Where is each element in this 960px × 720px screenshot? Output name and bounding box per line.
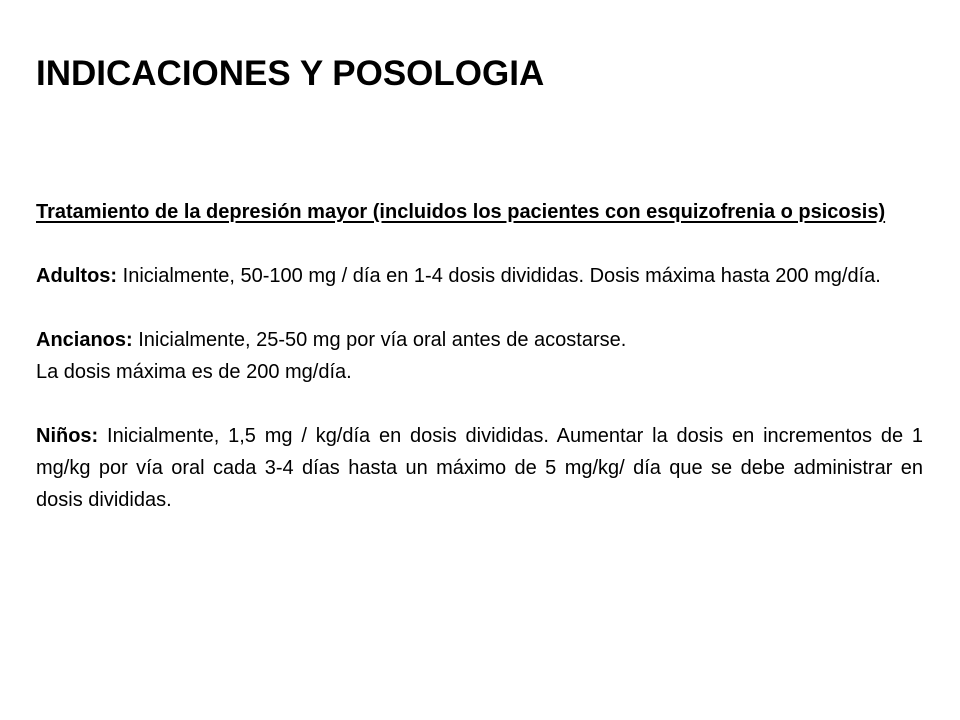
slide-title: INDICACIONES Y POSOLOGIA: [36, 54, 545, 93]
ancianos-label: Ancianos:: [36, 329, 133, 351]
adultos-label: Adultos:: [36, 265, 118, 287]
ninos-paragraph: [36, 420, 923, 516]
ancianos-text: Inicialmente, 25-50 mg por vía oral antes de acostarse.: [138, 329, 627, 351]
ancianos-paragraph: [36, 324, 923, 388]
adultos-paragraph: [36, 260, 923, 292]
slide-body: [36, 196, 923, 516]
ancianos-line-1: [36, 324, 923, 356]
ninos-label: Niños:: [36, 425, 99, 447]
section-heading-paragraph: [36, 196, 923, 228]
section-heading: Tratamiento de la depresión mayor (incluidos los pacientes con esquizofrenia o psicosis): [36, 201, 886, 223]
adultos-text: Inicialmente, 50-100 mg / día en 1-4 dosis divididas. Dosis máxima hasta 200 mg/día.: [122, 265, 881, 287]
ninos-text: Inicialmente, 1,5 mg / kg/día en dosis divididas. Aumentar la dosis en incrementos de 1 mg/kg por vía oral cada 3-4 días hasta un máximo de 5 mg/kg/ día que se debe administrar en dosis divididas.: [36, 425, 923, 511]
ancianos-max-dose: La dosis máxima es de 200 mg/día.: [36, 361, 352, 383]
